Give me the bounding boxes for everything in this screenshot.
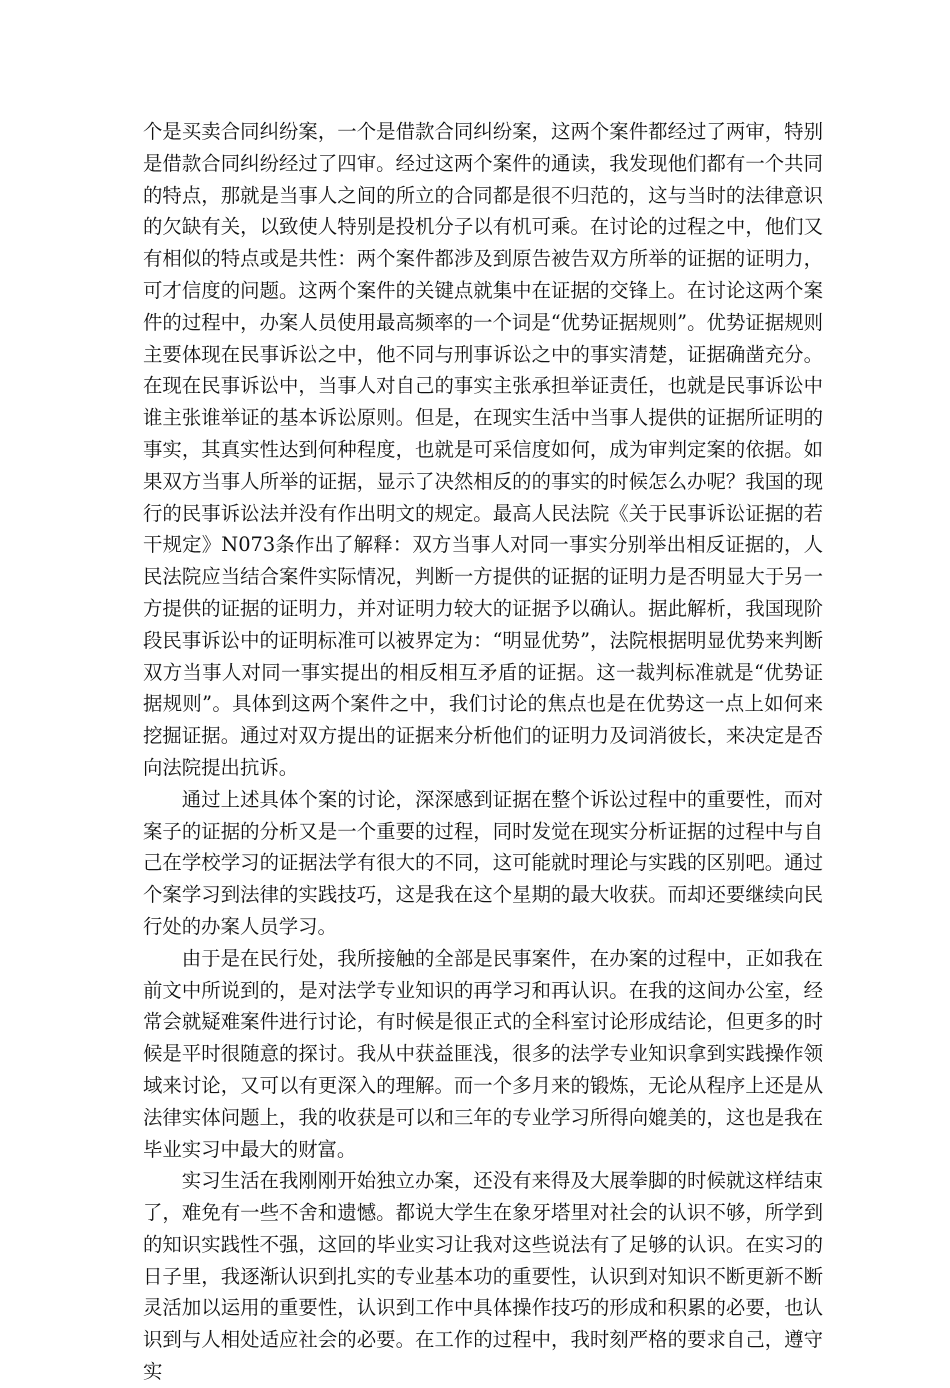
paragraph: 通过上述具体个案的讨论，深深感到证据在整个诉讼过程中的重要性，而对案子的证据的分析又是一个重要的过程，同时发觉在现实分析证据的过程中与自己在学校学习的证据法学有很大的不同，这可能就时理论与实践的区别吧。通过个案学习到法律的实践技巧，这是我在这个星期的最大收获。而却还要继续向民行处的办案人员学习。 (143, 787, 823, 938)
document-body (143, 116, 823, 1388)
paragraph: 实习生活在我刚刚开始独立办案，还没有来得及大展拳脚的时候就这样结束了，难免有一些不舍和遗憾。都说大学生在象牙塔里对社会的认识不够，所学到的知识实践性不强，这回的毕业实习让我对这些说法有了足够的认识。在实习的日子里，我逐渐认识到扎实的专业基本功的重要性，认识到对知识不断更新不断灵活加以运用的重要性，认识到工作中具体操作技巧的形成和积累的必要，也认识到与人相处适应社会的必要。在工作的过程中，我时刻严格的要求自己，遵守实 (143, 1169, 823, 1384)
paragraph-continued: 个是买卖合同纠纷案，一个是借款合同纠纷案，这两个案件都经过了两审，特别是借款合同纠纷经过了四审。经过这两个案件的通读，我发现他们都有一个共同的特点，那就是当事人之间的所立的合同都是很不归范的，这与当时的法律意识的欠缺有关，以致使人特别是投机分子以有机可乘。在讨论的过程之中，他们又有相似的特点或是共性：两个案件都涉及到原告被告双方所举的证据的证明力，可才信度的问题。这两个案件的关键点就集中在证据的交锋上。在讨论这两个案件的过程中，办案人员使用最高频率的一个词是“优势证据规则”。优势证据规则主要体现在民事诉讼之中，他不同与刑事诉讼之中的事实清楚，证据确凿充分。在现在民事诉讼中，当事人对自己的事实主张承担举证责任，也就是民事诉讼中谁主张谁举证的基本诉讼原则。但是，在现实生活中当事人提供的证据所证明的事实，其真实性达到何种程度，也就是可采信度如何，成为审判定案的依据。如果双方当事人所举的证据，显示了决然相反的的事实的时候怎么办呢？我国的现行的民事诉讼法并没有作出明文的规定。最高人民法院《关于民事诉讼证据的若干规定》N073条作出了解释：双方当事人对同一事实分别举出相反证据的，人民法院应当结合案件实际情况，判断一方提供的证据的证明力是否明显大于另一方提供的证据的证明力，并对证明力较大的证据予以确认。据此解析，我国现阶段民事诉讼中的证明标准可以被界定为：“明显优势”，法院根据明显优势来判断双方当事人对同一事实提出的相反相互矛盾的证据。这一裁判标准就是“优势证据规则”。具体到这两个案件之中，我们讨论的焦点也是在优势这一点上如何来挖掘证据。通过对双方提出的证据来分析他们的证明力及词消彼长，来决定是否向法院提出抗诉。 (143, 120, 823, 779)
paragraph: 由于是在民行处，我所接触的全部是民事案件，在办案的过程中，正如我在前文中所说到的，是对法学专业知识的再学习和再认识。在我的这间办公室，经常会就疑难案件进行讨论，有时候是很正式的全科室讨论形成结论，但更多的时候是平时很随意的探讨。我从中获益匪浅，很多的法学专业知识拿到实践操作领域来讨论，又可以有更深入的理解。而一个多月来的锻炼，无论从程序上还是从法律实体问题上，我的收获是可以和三年的专业学习所得向媲美的，这也是我在毕业实习中最大的财富。 (143, 946, 823, 1161)
